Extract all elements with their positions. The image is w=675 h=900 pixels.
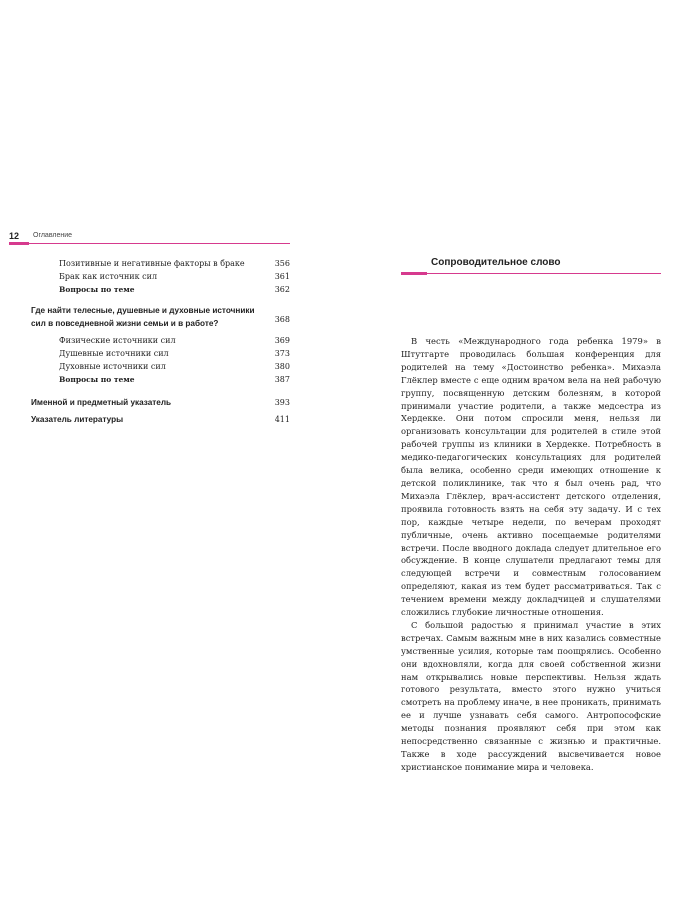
toc-chapter-title-line: Где найти телесные, душевные и духовные источники — [31, 306, 255, 315]
toc-entry[interactable] — [31, 373, 290, 386]
toc-page-number: 411 — [274, 415, 290, 424]
toc-page-number: 373 — [274, 349, 290, 358]
toc-page-number: 369 — [274, 336, 290, 345]
toc-entry[interactable] — [31, 360, 290, 373]
toc-chapter[interactable] — [31, 396, 290, 409]
toc-chapter-title: Указатель литературы — [31, 415, 124, 424]
toc-page-number: 387 — [274, 375, 290, 384]
toc-entry-label: Вопросы по теме — [59, 375, 135, 384]
running-header — [9, 231, 290, 245]
toc-entry-label: Духовные источники сил — [59, 362, 166, 371]
toc-page-number: 368 — [274, 315, 290, 324]
toc-chapter-title-line: сил в повседневной жизни семьи и в работе? — [31, 319, 219, 328]
toc-page-number: 380 — [274, 362, 290, 371]
toc-entry[interactable] — [31, 283, 290, 296]
toc-chapter-title: Именной и предметный указатель — [31, 398, 172, 407]
toc-entry[interactable] — [31, 257, 290, 270]
toc-chapter[interactable] — [31, 413, 290, 426]
toc-page-number: 362 — [274, 285, 290, 294]
toc-page-number: 361 — [274, 272, 290, 281]
running-head: Оглавление — [33, 232, 73, 239]
toc-chapter[interactable] — [31, 304, 290, 330]
section-header — [401, 257, 661, 277]
page-number: 12 — [9, 231, 20, 241]
toc-entry[interactable] — [31, 270, 290, 283]
toc-entry-label: Душевные источники сил — [59, 349, 169, 358]
foreword-body — [401, 335, 661, 774]
toc-page-number: 393 — [274, 398, 290, 407]
toc-page-number: 356 — [274, 259, 290, 268]
toc-entry[interactable] — [31, 334, 290, 347]
paragraph: В честь «Международного года ребенка 1979» в Штутгарте проводилась большая конференция для родителей на тему «Достоинство ребенка». Михаэла Глёклер вместе с еще одним врачом вела на ней рабочую группу, посвященную детским болезням, в которой принимали участие родители, а также медсестра из Хердекке. Они потом спросили меня, нельзя ли организовать консультации для родителей в стиле этой рабочей группы из клиники в Хердекке. Потребность в медико-педагогических консультациях для родителей была велика, особенно среди имеющих отношение к детской поликлинике, так что я был очень рад, что Михаэла Глёклер, врач-ассистент детского отделения, проявила готовность взять на себя эту задачу. И с тех пор, каждые четыре недели, по вечерам проходят публичные, очень активно посещаемые родителями встречи. После вводного доклада следует длительное его обсуждение. В конце слушатели предлагают темы для следующей встречи и совместным голосованием определяют, какая из тем будет рассматриваться. Так с течением времени между докладчицей и слушателями сложились глубокие личностные отношения. — [401, 336, 661, 618]
section-rule — [401, 273, 661, 274]
section-title: Сопроводительное слово — [431, 257, 561, 268]
toc-entry-label: Вопросы по теме — [59, 285, 135, 294]
toc-entry[interactable] — [31, 347, 290, 360]
paragraph: С большой радостью я принимал участие в этих встречах. Самым важным мне в них казались совместные умственные усилия, которые там поощрялись. Особенно они вдохновляли, когда для своей собственной жизни нам открывались новые перспективы. Нельзя ждать готового результата, вместо этого нужно учиться смотреть на проблему иначе, в нее проникать, принимать ее и лучше узнавать себя самого. Антропософские методы познания проявляют себя при этом как непосредственно связанные с жизнью и практичные. Также в ходе рассуждений высвечивается новое христианское понимание мира и человека. — [401, 619, 661, 772]
toc-entry-label: Физические источники сил — [59, 336, 176, 345]
table-of-contents — [31, 257, 290, 426]
toc-entry-label: Позитивные и негативные факторы в браке — [59, 259, 245, 268]
toc-entry-label: Брак как источник сил — [59, 272, 158, 281]
header-rule — [9, 243, 290, 244]
